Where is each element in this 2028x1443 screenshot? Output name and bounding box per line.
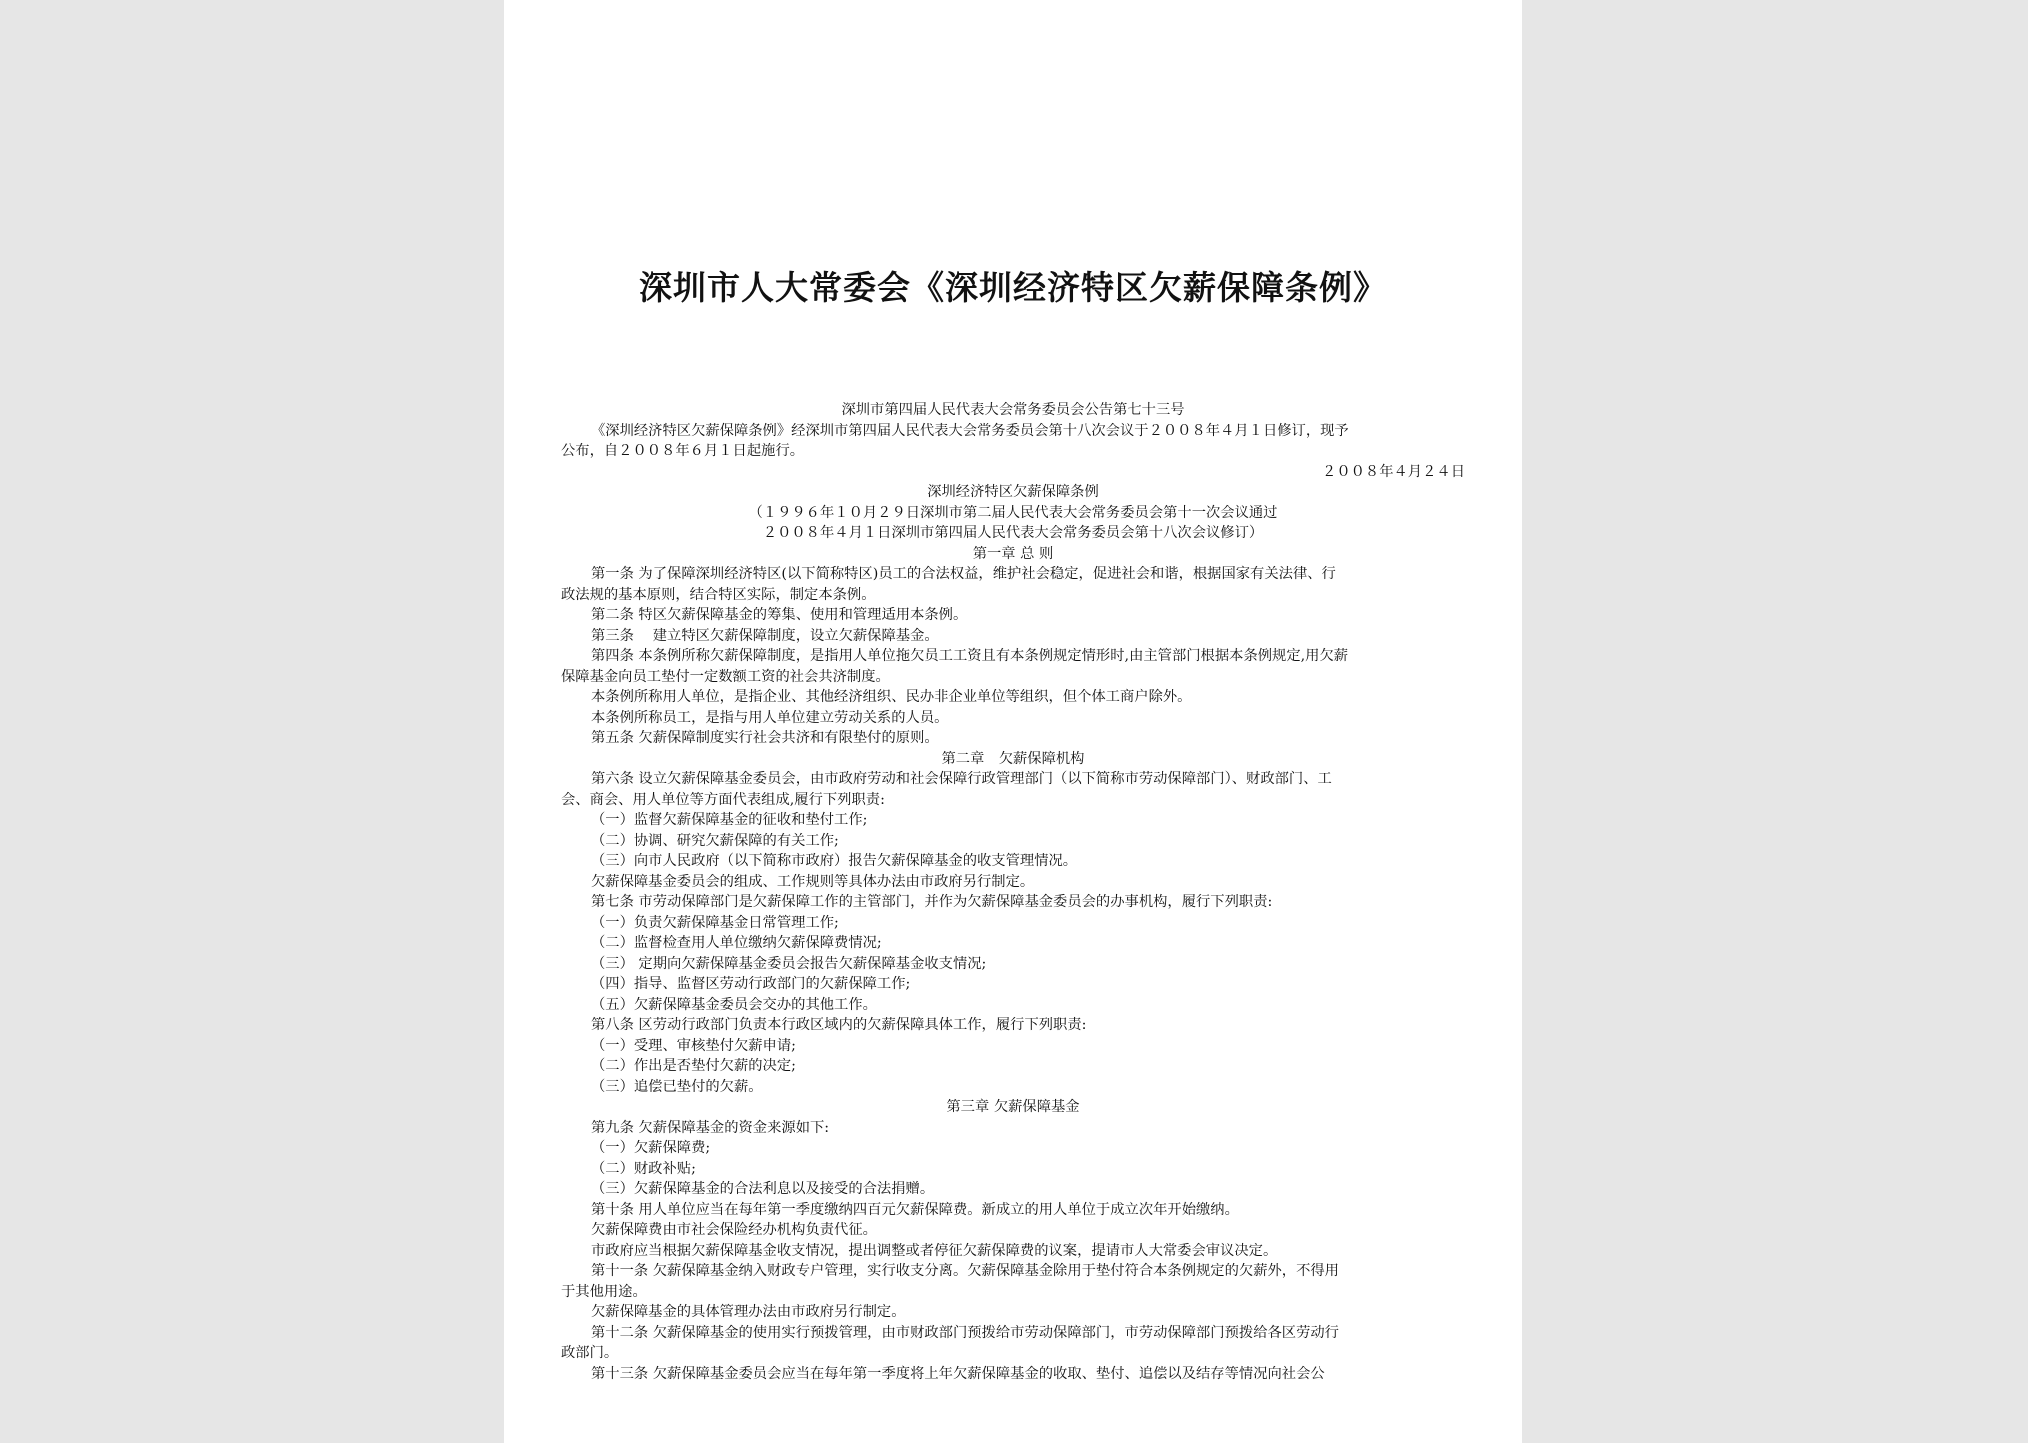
article: 第四条 本条例所称欠薪保障制度，是指用人单位拖欠员工工资且有本条例规定情形时,由主管部门根据本条例规定,用欠薪 (591, 648, 1349, 664)
article: 会、商会、用人单位等方面代表组成,履行下列职责: (561, 791, 885, 808)
paragraph: 《深圳经济特区欠薪保障条例》经深圳市第四届人民代表大会常务委员会第十八次会议于２００８年４月１日修订，现予 (591, 422, 1349, 439)
list-item: （一）监督欠薪保障基金的征收和垫付工作; (591, 812, 868, 828)
paragraph: 本条例所称用人单位，是指企业、其他经济组织、民办非企业单位等组织，但个体工商户除外。 (591, 689, 1192, 705)
article: 于其他用途。 (561, 1283, 647, 1300)
article: 第一条 为了保障深圳经济特区(以下简称特区)员工的合法权益，维护社会稳定，促进社会和谐，根据国家有关法律、行 (591, 566, 1336, 582)
document-page (504, 0, 1522, 1443)
article: 第二条 特区欠薪保障基金的筹集、使用和管理适用本条例。 (591, 607, 968, 623)
article: 第十条 用人单位应当在每年第一季度缴纳四百元欠薪保障费。新成立的用人单位于成立次年开始缴纳。 (591, 1201, 1239, 1218)
article: 第十三条 欠薪保障基金委员会应当在每年第一季度将上年欠薪保障基金的收取、垫付、追偿以及结存等情况向社会公 (591, 1365, 1325, 1382)
article: 第七条 市劳动保障部门是欠薪保障工作的主管部门，并作为欠薪保障基金委员会的办事机构，履行下列职责: (591, 894, 1273, 910)
list-item: （三）追偿已垫付的欠薪。 (591, 1078, 763, 1095)
list-item: （二）作出是否垫付欠薪的决定; (591, 1058, 796, 1074)
article: 第六条 设立欠薪保障基金委员会，由市政府劳动和社会保障行政管理部门（以下简称市劳动保障部门）、财政部门、工 (591, 771, 1332, 787)
list-item: （二）财政补贴; (591, 1160, 696, 1177)
list-item: （三）欠薪保障基金的合法利息以及接受的合法捐赠。 (591, 1181, 935, 1197)
article: 政部门。 (561, 1345, 619, 1361)
article: 第十二条 欠薪保障基金的使用实行预拨管理，由市财政部门预拨给市劳动保障部门，市劳动保障部门预拨给各区劳动行 (591, 1324, 1339, 1341)
article: 第八条 区劳动行政部门负责本行政区域内的欠薪保障具体工作，履行下列职责: (591, 1017, 1087, 1033)
announcement-number: 深圳市第四届人民代表大会常务委员会公告第七十三号 (841, 402, 1185, 418)
regulation-history: ２００８年４月１日深圳市第四届人民代表大会常务委员会第十八次会议修订） (762, 525, 1264, 541)
paragraph: 本条例所称员工，是指与用人单位建立劳动关系的人员。 (591, 709, 949, 726)
paragraph: 公布，自２００８年６月１日起施行。 (561, 443, 805, 459)
article: 保障基金向员工垫付一定数额工资的社会共济制度。 (561, 668, 890, 685)
announcement-date: ２００８年４月２４日 (1322, 463, 1465, 480)
document-body (561, 400, 1465, 1384)
list-item: （五）欠薪保障基金委员会交办的其他工作。 (591, 996, 877, 1013)
paragraph: 欠薪保障费由市社会保险经办机构负责代征。 (591, 1222, 877, 1238)
regulation-history: （１９９６年１０月２９日深圳市第二届人民代表大会常务委员会第十一次会议通过 (748, 504, 1278, 521)
list-item: （一）负责欠薪保障基金日常管理工作; (591, 914, 839, 931)
document-title: 深圳市人大常委会《深圳经济特区欠薪保障条例》 (639, 268, 1387, 307)
paragraph: 欠薪保障基金委员会的组成、工作规则等具体办法由市政府另行制定。 (591, 873, 1035, 890)
list-item: （四）指导、监督区劳动行政部门的欠薪保障工作; (591, 976, 911, 992)
regulation-title: 深圳经济特区欠薪保障条例 (927, 484, 1099, 500)
list-item: （三） 定期向欠薪保障基金委员会报告欠薪保障基金收支情况; (591, 955, 987, 972)
article: 第十一条 欠薪保障基金纳入财政专户管理，实行收支分离。欠薪保障基金除用于垫付符合本条例规定的欠薪外，不得用 (591, 1263, 1339, 1279)
article: 第三条 建立特区欠薪保障制度，设立欠薪保障基金。 (591, 627, 939, 644)
list-item: （一）欠薪保障费; (591, 1140, 711, 1156)
article: 政法规的基本原则，结合特区实际，制定本条例。 (561, 586, 876, 603)
article: 第五条 欠薪保障制度实行社会共济和有限垫付的原则。 (591, 730, 939, 746)
paragraph: 市政府应当根据欠薪保障基金收支情况，提出调整或者停征欠薪保障费的议案，提请市人大常委会审议决定。 (591, 1242, 1278, 1259)
paragraph: 欠薪保障基金的具体管理办法由市政府另行制定。 (591, 1304, 906, 1320)
chapter-heading: 第二章 欠薪保障机构 (941, 750, 1085, 767)
list-item: （三）向市人民政府（以下简称市政府）报告欠薪保障基金的收支管理情况。 (591, 853, 1078, 869)
list-item: （二）协调、研究欠薪保障的有关工作; (591, 832, 839, 849)
list-item: （一）受理、审核垫付欠薪申请; (591, 1037, 796, 1054)
article: 第九条 欠薪保障基金的资金来源如下: (591, 1119, 830, 1136)
chapter-heading: 第三章 欠薪保障基金 (946, 1099, 1080, 1115)
list-item: （二）监督检查用人单位缴纳欠薪保障费情况; (591, 935, 882, 951)
chapter-heading: 第一章 总 则 (972, 545, 1054, 562)
